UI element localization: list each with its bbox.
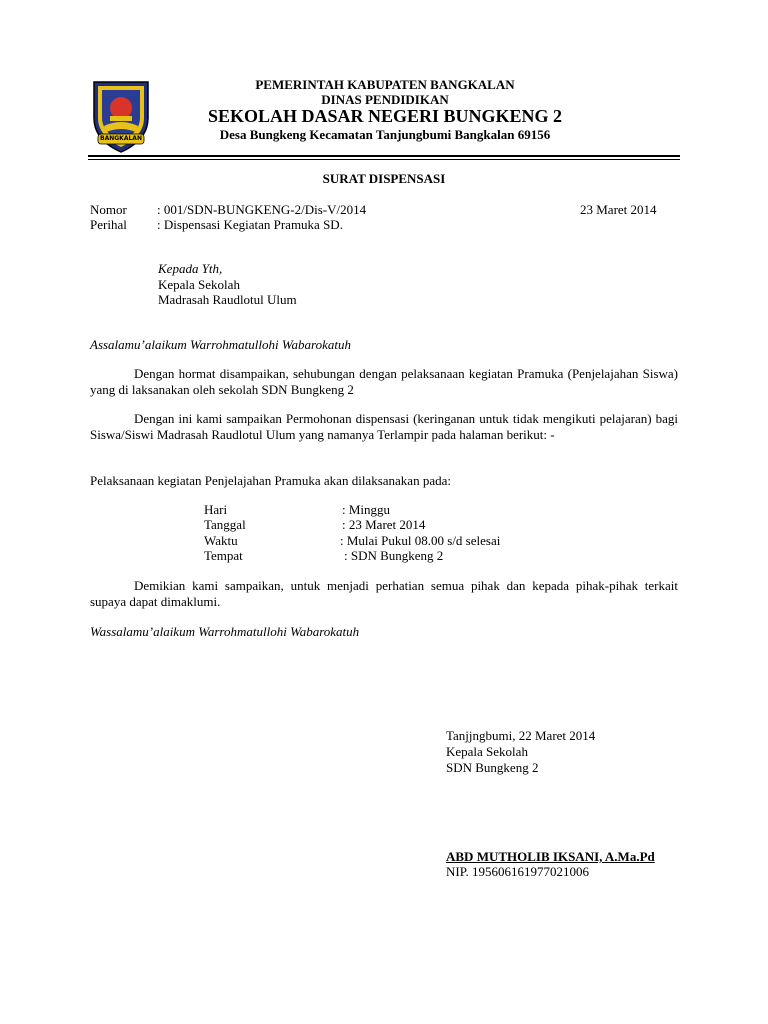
signature-nip: NIP. 195606161977021006 <box>446 864 590 879</box>
letter-title: SURAT DISPENSASI <box>322 171 446 186</box>
letterhead-rule-thin <box>88 159 680 160</box>
detail-tempat-label: Tempat <box>204 548 243 563</box>
letterhead-address: Desa Bungkeng Kecamatan Tanjungbumi Bangkalan 69156 <box>219 127 551 142</box>
recipient-salutation: Kepada Yth, <box>158 261 223 276</box>
school-logo <box>88 78 154 154</box>
letterhead-rule-thick <box>88 155 680 157</box>
paragraph-2: Dengan ini kami sampaikan Permohonan dispensasi (keringanan untuk tidak mengikuti pelajaran) bagi Siswa/Siswi Madrasah Raudlotul Ulum yang namanya Terlampir pada halaman berikut: - <box>90 411 678 442</box>
signature-position: Kepala Sekolah <box>446 744 528 759</box>
detail-waktu-label: Waktu <box>204 533 238 548</box>
recipient-title: Kepala Sekolah <box>158 277 240 292</box>
letterhead-school: SEKOLAH DASAR NEGERI BUNGKENG 2 <box>207 106 563 126</box>
detail-tempat-value: : SDN Bungkeng 2 <box>344 548 444 563</box>
detail-waktu-value: : Mulai Pukul 08.00 s/d selesai <box>340 533 501 548</box>
letterhead-dept: DINAS PENDIDIKAN <box>321 92 449 107</box>
logo-banner-text: BANGKALAN <box>100 135 142 142</box>
signature-school: SDN Bungkeng 2 <box>446 760 539 775</box>
perihal-value: : Dispensasi Kegiatan Pramuka SD. <box>157 217 343 232</box>
detail-tanggal-value: : 23 Maret 2014 <box>342 517 426 532</box>
letter-date: 23 Maret 2014 <box>580 202 657 217</box>
detail-hari-value: : Minggu <box>342 502 391 517</box>
paragraph-1: Dengan hormat disampaikan, sehubungan dengan pelaksanaan kegiatan Pramuka (Penjelajahan Siswa) yang di laksanakan oleh sekolah SDN Bungkeng 2 <box>90 366 678 397</box>
letterhead-gov: PEMERINTAH KABUPATEN BANGKALAN <box>255 77 515 92</box>
paragraph-4: Demikian kami sampaikan, untuk menjadi perhatian semua pihak dan kepada pihak-pihak terkait supaya dapat dimaklumi. <box>90 578 678 609</box>
closing: Wassalamu’alaikum Warrohmatullohi Wabarokatuh <box>90 624 360 639</box>
greeting: Assalamu’alaikum Warrohmatullohi Wabarokatuh <box>90 337 351 352</box>
signature-name: ABD MUTHOLIB IKSANI, A.Ma.Pd <box>446 849 655 864</box>
recipient-school: Madrasah Raudlotul Ulum <box>158 292 297 307</box>
nomor-label: Nomor <box>90 202 127 217</box>
perihal-label: Perihal <box>90 217 127 232</box>
signature-place-date: Tanjjngbumi, 22 Maret 2014 <box>446 728 596 743</box>
detail-hari-label: Hari <box>204 502 228 517</box>
paragraph-3: Pelaksanaan kegiatan Penjelajahan Pramuka akan dilaksanakan pada: <box>90 473 451 488</box>
detail-tanggal-label: Tanggal <box>204 517 246 532</box>
nomor-value: : 001/SDN-BUNGKENG-2/Dis-V/2014 <box>157 202 367 217</box>
